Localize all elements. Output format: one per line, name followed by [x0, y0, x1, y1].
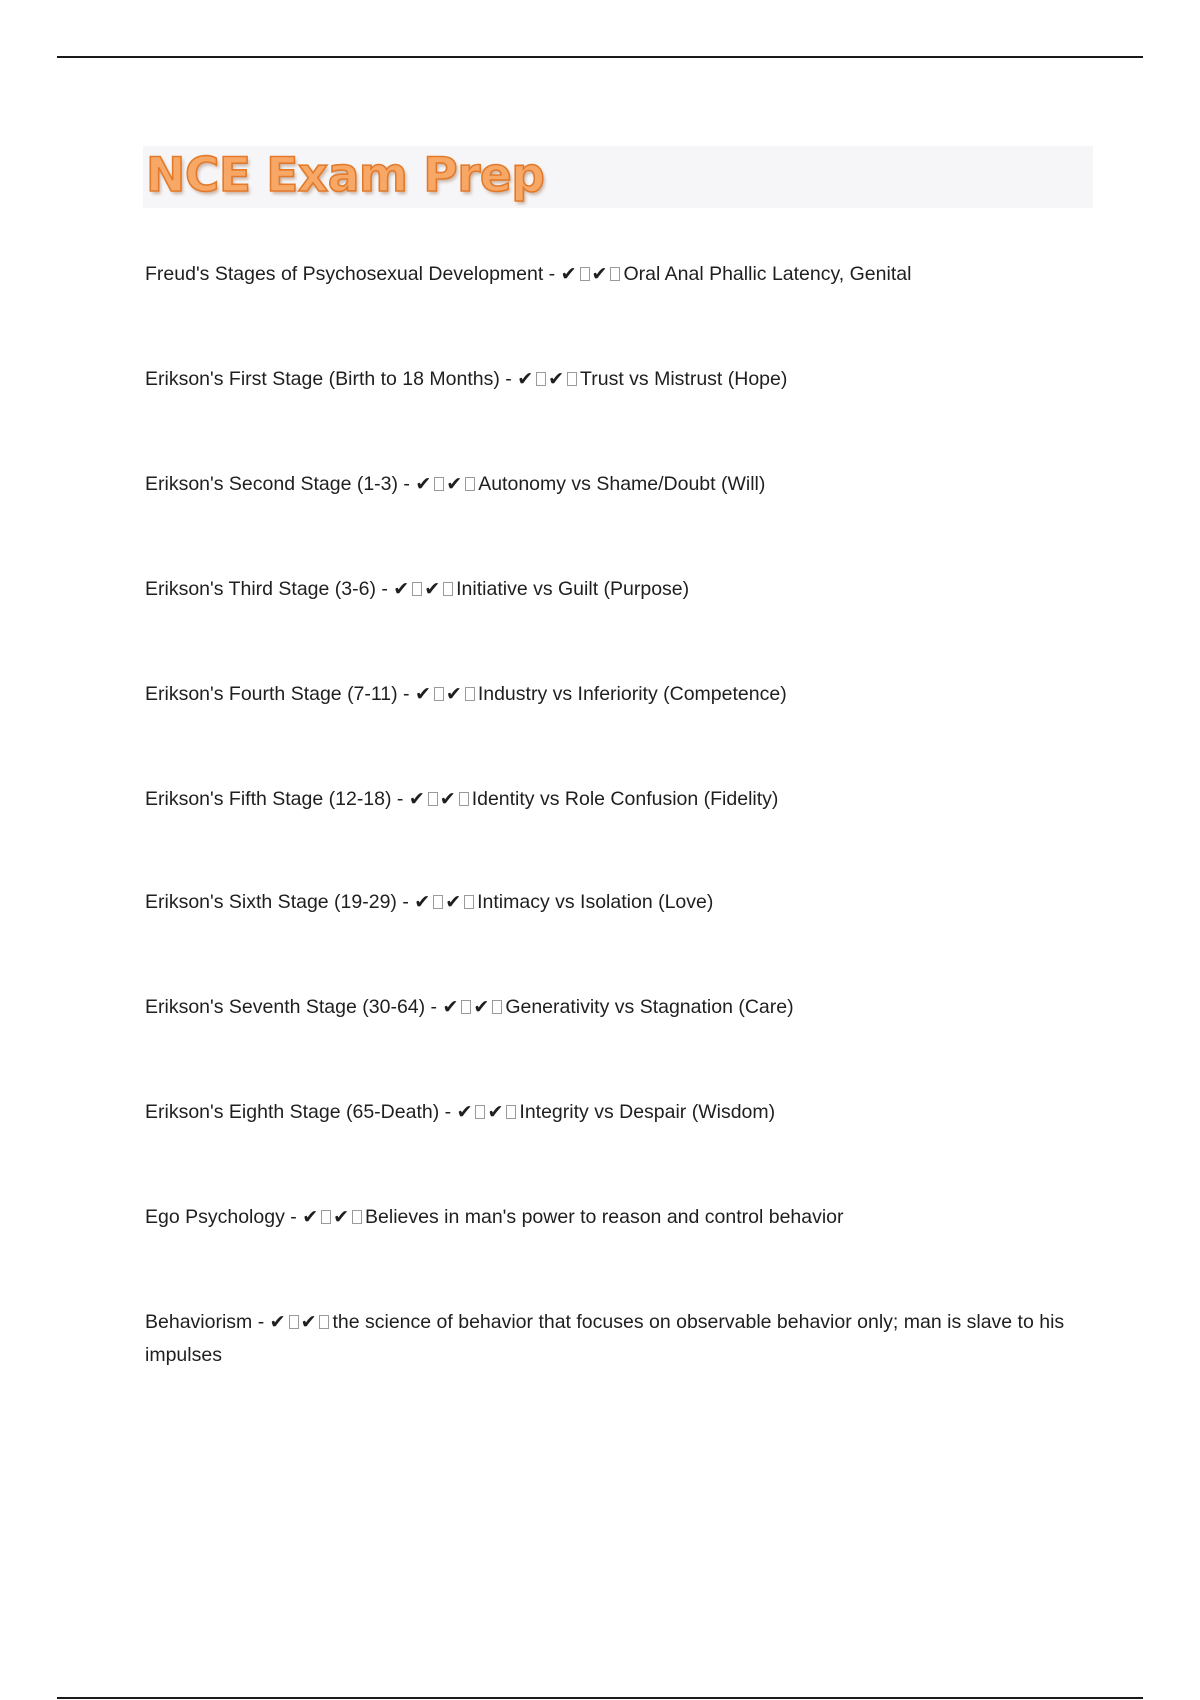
checkmark-icon: ✔ ✔: [561, 258, 623, 291]
entry-term: Freud's Stages of Psychosexual Development: [145, 263, 544, 285]
checkmark-icon: ✔ ✔: [302, 1201, 364, 1234]
flashcard-entry: [145, 678, 1095, 711]
entry-separator: -: [396, 891, 415, 913]
flashcard-entry: [145, 1096, 1095, 1129]
entry-separator: -: [499, 368, 518, 390]
entry-separator: -: [398, 473, 416, 495]
entry-separator: -: [284, 1206, 303, 1228]
entry-term: Erikson's Third Stage (3-6): [145, 578, 376, 600]
checkmark-icon: ✔ ✔: [457, 1096, 519, 1129]
flashcard-entry: [145, 1306, 1095, 1372]
flashcard-entry: [145, 258, 1095, 291]
entry-term: Erikson's Seventh Stage (30-64): [145, 996, 426, 1018]
flashcard-entry: [145, 991, 1095, 1024]
checkmark-icon: ✔ ✔: [270, 1306, 332, 1339]
flashcard-entry: [145, 468, 1095, 501]
checkmark-icon: ✔ ✔: [415, 678, 477, 711]
flashcard-entry: [145, 783, 1095, 816]
entry-answer: Believes in man's power to reason and control behavior: [365, 1206, 844, 1228]
entry-term: Erikson's First Stage (Birth to 18 Months): [145, 368, 500, 390]
checkmark-icon: ✔ ✔: [415, 468, 477, 501]
entry-separator: -: [375, 578, 394, 600]
entry-answer: Autonomy vs Shame/Doubt (Will): [478, 473, 766, 495]
entry-answer: Intimacy vs Isolation (Love): [477, 891, 714, 913]
entry-term: Erikson's Second Stage (1-3): [145, 473, 399, 495]
entry-term: Erikson's Eighth Stage (65-Death): [145, 1101, 440, 1123]
entry-answer: Initiative vs Guilt (Purpose): [456, 578, 690, 600]
entry-term: Behaviorism: [145, 1311, 253, 1333]
entry-term: Erikson's Fifth Stage (12-18): [145, 788, 392, 810]
entry-separator: -: [543, 263, 561, 285]
page-title: NCE Exam Prep: [146, 148, 545, 203]
entry-term: Ego Psychology: [145, 1206, 285, 1228]
top-rule: [57, 56, 1143, 58]
title-banner: [143, 146, 1093, 208]
checkmark-icon: ✔ ✔: [414, 886, 476, 919]
checkmark-icon: ✔ ✔: [442, 991, 504, 1024]
checkmark-icon: ✔ ✔: [517, 363, 579, 396]
entry-separator: -: [252, 1311, 270, 1333]
entry-term: Erikson's Fourth Stage (7-11): [145, 683, 398, 705]
entry-answer: Oral Anal Phallic Latency, Genital: [623, 263, 912, 285]
flashcard-entry: [145, 1201, 1095, 1234]
flashcard-entry: [145, 886, 1095, 919]
entry-answer: Trust vs Mistrust (Hope): [580, 368, 788, 390]
entry-separator: -: [397, 683, 415, 705]
entry-answer: Integrity vs Despair (Wisdom): [519, 1101, 776, 1123]
entry-answer: Identity vs Role Confusion (Fidelity): [471, 788, 779, 810]
flashcard-entry: [145, 573, 1095, 606]
entry-term: Erikson's Sixth Stage (19-29): [145, 891, 397, 913]
flashcard-entry: [145, 363, 1095, 396]
checkmark-icon: ✔ ✔: [393, 573, 455, 606]
entry-separator: -: [425, 996, 443, 1018]
entry-answer: the science of behavior that focuses on observable behavior only; man is slave to his impulses: [145, 1311, 1065, 1366]
entry-answer: Generativity vs Stagnation (Care): [505, 996, 794, 1018]
entry-separator: -: [439, 1101, 457, 1123]
bottom-rule: [57, 1697, 1143, 1699]
checkmark-icon: ✔ ✔: [409, 783, 471, 816]
entry-answer: Industry vs Inferiority (Competence): [477, 683, 787, 705]
entry-separator: -: [391, 788, 409, 810]
